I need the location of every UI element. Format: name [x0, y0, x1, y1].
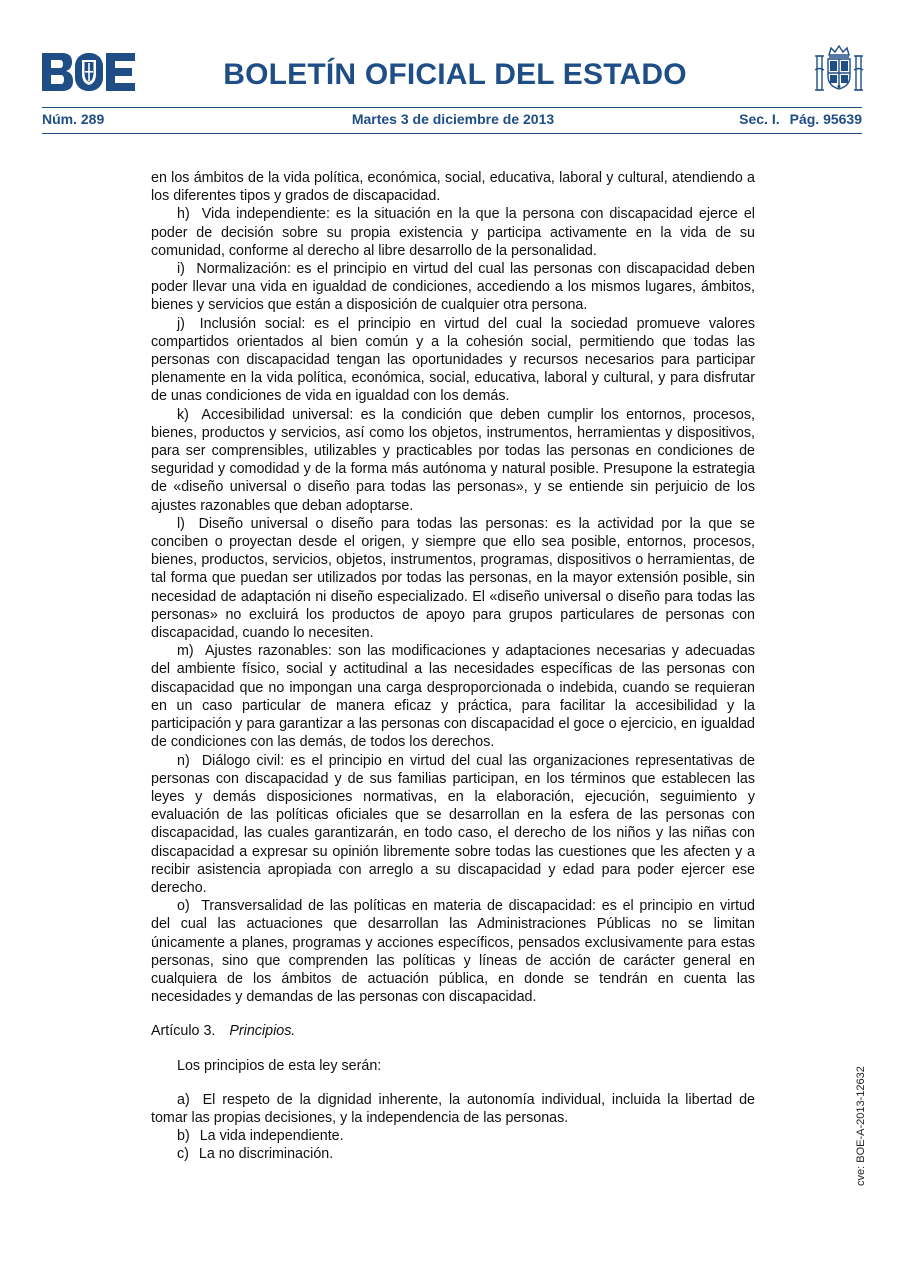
definition-item-n — [151, 752, 755, 898]
article-number: Artículo 3. — [151, 1023, 216, 1040]
item-text: El respeto de la dignidad inherente, la autonomía individual, incluida la libertad de tomar las propias decisiones, y la independencia de las personas. — [151, 1091, 755, 1126]
item-label: c) — [177, 1146, 189, 1163]
header-divider — [42, 107, 862, 108]
item-text: Diálogo civil: es el principio en virtud del cual las organizaciones representativas de personas con discapacidad y de sus familias participan, en los términos que establecen las leyes y demás disposiciones normativas, en la elaboración, ejecución, seguimiento y evaluación de las políticas oficiales que se desarrollan en la esfera de las personas con discapacidad, las cuales garantizarán, en todo caso, el derecho de los niños y las niñas con discapacidad a expresar su opinión libremente sobre todas las cuestiones que les afecten y a recibir asistencia apropiada con arreglo a su discapacidad y edad para poder ejercer ese derecho. — [151, 752, 755, 896]
item-text: Normalización: es el principio en virtud del cual las personas con discapacidad deben poder llevar una vida en igualdad de condiciones, accediendo a los mismos lugares, ámbitos, bienes y servicios que están a disposición de cualquier otra persona. — [151, 261, 755, 314]
coat-of-arms-icon — [812, 42, 866, 98]
document-body — [151, 169, 755, 1164]
definition-item-h — [151, 205, 755, 260]
section-page — [739, 111, 862, 127]
page-number: Pág. 95639 — [789, 111, 862, 127]
item-label: n) — [177, 752, 190, 769]
item-label: a) — [177, 1091, 190, 1108]
principles-intro: Los principios de esta ley serán: — [177, 1057, 382, 1074]
issue-date: Martes 3 de diciembre de 2013 — [351, 111, 555, 127]
item-label: j) — [177, 315, 185, 332]
principle-item-a — [151, 1091, 755, 1127]
principle-item-b — [151, 1127, 755, 1145]
item-label: b) — [177, 1128, 190, 1145]
item-text: Transversalidad de las políticas en materia de discapacidad: es el principio en virtud del cual las actuaciones que desarrollan las Administraciones Públicas no se limitan únicamente a planes, programas y acciones específicos, pensados exclusivamente para estas personas, sino que comprenden las políticas y líneas de acción de carácter general en cualquiera de los ámbitos de actuación pública, en donde se tendrán en cuenta las necesidades y demandas de las personas con discapacidad. — [151, 898, 756, 1006]
definition-item-l — [151, 515, 755, 642]
item-text: La vida independiente. — [199, 1128, 344, 1145]
cve-identifier: cve: BOE-A-2013-12632 — [855, 1066, 867, 1186]
item-text: Vida independiente: es la situación en la que la persona con discapacidad ejerce el poder de decisión sobre su propia existencia y participa activamente en la vida de su comunidad, conforme al derecho al libre desarrollo de la personalidad. — [151, 206, 755, 259]
item-text: Inclusión social: es el principio en virtud del cual la sociedad promueve valores compartidos orientados al bien común y a la cohesión social, permitiendo que todas las personas con discapacidad tengan las oportunidades y recursos necesarios para participar plenamente en la vida política, económica, social, educativa, laboral y cultural, y para disfrutar de unas condiciones de vida en igualdad con los demás. — [151, 315, 755, 405]
item-label: l) — [177, 515, 185, 532]
definition-item-o — [151, 897, 755, 1006]
item-text: Accesibilidad universal: es la condición que deben cumplir los entornos, procesos, bienes, productos y servicios, así como los objetos, instrumentos, herramientas y dispositivos, para ser comprensibles, utilizables y practicables por todas las personas en condiciones de seguridad y comodidad y de la forma más autónoma y natural posible. Presupone la estrategia de «diseño universal o diseño para todas las personas», y se entiende sin perjuicio de los ajustes razonables que deban adoptarse. — [151, 406, 755, 514]
article-heading — [151, 1022, 755, 1040]
item-label: h) — [177, 206, 190, 223]
section-label: Sec. I. — [739, 111, 780, 127]
definition-item-j — [151, 315, 755, 406]
definition-item-m — [151, 642, 755, 751]
article-title: Principios. — [229, 1023, 296, 1040]
page-title: BOLETÍN OFICIAL DEL ESTADO — [223, 58, 687, 91]
item-text: Diseño universal o diseño para todas las personas: es la actividad por la que se conciben o proyectan desde el origen, y siempre que ello sea posible, entornos, procesos, bienes, productos, servicios, objetos, instrumentos, programas, dispositivos o herramientas, de tal forma que puedan ser utilizados por todas las personas, en la mayor extensión posible, sin necesidad de adaptación ni diseño especializado. El «diseño universal o diseño para todas las personas» no excluirá los productos de apoyo para grupos particulares de personas con discapacidad, cuando lo necesiten. — [151, 515, 755, 642]
item-label: m) — [177, 643, 194, 660]
definition-item-i — [151, 260, 755, 315]
principle-item-c — [151, 1145, 755, 1163]
continuation-paragraph: en los ámbitos de la vida política, económica, social, educativa, laboral y cultural, atendiendo a los diferentes tipos y grados de discapacidad. — [151, 170, 755, 205]
item-text: La no discriminación. — [198, 1146, 334, 1163]
item-text: Ajustes razonables: son las modificaciones y adaptaciones necesarias y adecuadas del ambiente físico, social y actitudinal a las necesidades específicas de las personas con discapacidad que no impongan una carga desproporcionada o indebida, cuando se requieran en un caso particular de manera eficaz y práctica, para facilitar la accesibilidad y la participación y para garantizar a las personas con discapacidad el goce o ejercicio, en igualdad de condiciones con las demás, de todos los derechos. — [151, 643, 755, 751]
issue-number: Núm. 289 — [42, 111, 105, 127]
definition-item-k — [151, 406, 755, 515]
item-label: k) — [177, 406, 189, 423]
page-header — [0, 0, 906, 140]
boe-logo — [42, 52, 136, 92]
item-label: i) — [177, 261, 185, 278]
header-divider-bottom — [42, 133, 862, 134]
item-label: o) — [177, 898, 190, 915]
